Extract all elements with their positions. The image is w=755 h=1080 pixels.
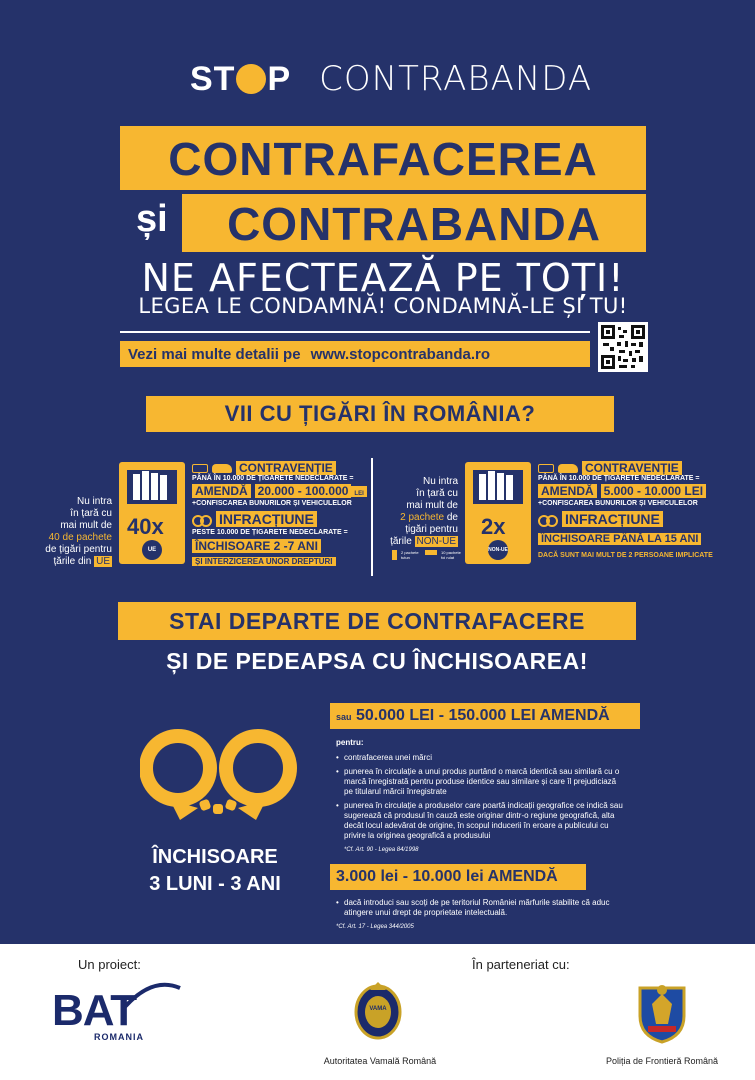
ue-note: Nu intra în țară cu mai mult de 40 de pachete de țigări pentru țările din UE <box>45 496 112 567</box>
handcuffs-icon <box>140 720 300 830</box>
divider-line <box>120 331 590 333</box>
nonue-infractiune: INFRACȚIUNE <box>562 511 663 527</box>
penalty-list-1: pentru: • contrafacerea unei mărci • punerea în circulație a unui produs purtând o marcă identică sau similară cu o marcă înregistrată pentru produse identice sau similare și care îl prejudiciază pe titularul mărcii înregistrate • punerea în circulație a produselor care poartă indicații geografice ce indică sau sugerează că produsul în cauză este originar dintr-o regiune geografică, alta decât locul adevărat de origine, în scopul inducerii în eroare a publicului cu privire la originea geografică a produsului *Cf. Art. 90 - Legea 84/1998 <box>336 738 626 855</box>
ue-pana: PÂNĂ ÎN 10.000 DE ȚIGARETE NEDECLARATE = <box>192 475 354 482</box>
title-contrafacerea: CONTRAFACEREA <box>120 126 646 190</box>
nonue-mini-foi: 10 pachete foi rulat <box>441 550 461 560</box>
nonue-amenda-label: AMENDĂ <box>538 484 597 498</box>
car-icon <box>212 464 232 473</box>
nonue-confiscare: +CONFISCAREA BUNURILOR ȘI VEHICULELOR <box>538 500 698 507</box>
ue-confiscare: +CONFISCAREA BUNURILOR ȘI VEHICULELOR <box>192 500 352 507</box>
politia-frontiera-emblem-icon <box>634 980 690 1044</box>
ue-infractiune: INFRACȚIUNE <box>216 511 317 527</box>
stai-subtitle: ȘI DE PEDEAPSA CU ÎNCHISOAREA! <box>166 648 588 674</box>
ue-peste: PESTE 10.000 DE ȚIGARETE NEDECLARATE = <box>192 529 348 536</box>
ue-amenda-value: 20.000 - 100.000 <box>255 484 352 498</box>
ticket-icon <box>192 464 208 473</box>
title-afecteaza: NE AFECTEAZĂ PE TOȚI! <box>141 256 625 300</box>
footer <box>0 944 755 1080</box>
question-banner: VII CU ȚIGĂRI ÎN ROMÂNIA? <box>146 396 614 432</box>
eu-badge-icon: UE <box>142 540 162 560</box>
footer-parteneriat: În parteneriat cu: <box>472 957 570 972</box>
vama-emblem-icon: VAMA <box>352 980 404 1040</box>
handcuff-small-icon <box>538 514 558 525</box>
amenda-3000: 3.000 lei - 10.000 lei AMENDĂ <box>330 864 586 890</box>
website-bar <box>120 341 590 367</box>
ue-interzicere: ȘI INTERZICEREA UNOR DREPTURI <box>192 557 336 566</box>
nonue-contraventie: CONTRAVENȚIE <box>582 461 682 475</box>
logo-contrabanda: CONTRABANDA <box>319 59 593 99</box>
title-si: și <box>136 198 168 240</box>
website-url-link[interactable]: www.stopcontrabanda.ro <box>310 345 491 363</box>
inchisoare-text: ÎNCHISOARE 3 LUNI - 3 ANI <box>149 846 281 895</box>
nonue-note: Nu intra în țară cu mai mult de 2 pachete de țigări pentru țările NON-UE <box>390 476 458 547</box>
vama-label: Autoritatea Vamală Română <box>323 1056 437 1066</box>
ue-amenda-label: AMENDĂ <box>192 484 251 498</box>
amenda-50000: sau 50.000 LEI - 150.000 LEI AMENDĂ <box>330 703 640 729</box>
stop-contrabanda-logo <box>190 52 593 106</box>
nonue-pana: PÂNĂ ÎN 10.000 DE ȚIGARETE NEDECLARATE = <box>538 475 700 482</box>
ticket-icon <box>538 464 554 473</box>
footer-proiect: Un proiect: <box>78 957 141 972</box>
penalty-item: • contrafacerea unei mărci <box>336 753 626 763</box>
cigarette-pack-icon-nonue <box>465 462 531 564</box>
ue-inchisoare: ÎNCHISOARE 2 -7 ANI <box>192 539 321 553</box>
nonue-mini-tutun: 2 pachete tutun <box>401 550 419 560</box>
politia-label: Poliția de Frontieră Română <box>605 1056 719 1066</box>
ue-multiplier: 40x <box>127 514 164 539</box>
citation-1: *Cf. Art. 90 - Legea 84/1998 <box>344 847 419 853</box>
stai-banner: STAI DEPARTE DE CONTRAFACERE <box>118 602 636 640</box>
handcuff-small-icon <box>192 514 212 525</box>
nonue-amenda-value: 5.000 - 10.000 LEI <box>601 484 706 498</box>
ue-amenda-unit: LEI <box>351 486 366 497</box>
ue-contraventie: CONTRAVENȚIE <box>236 461 336 475</box>
nonue-persoane: DACĂ SUNT MAI MULT DE 2 PERSOANE IMPLICATE <box>538 552 713 559</box>
qr-code-icon[interactable] <box>598 322 648 372</box>
penalty-list-2 <box>336 898 626 932</box>
citation-2: *Cf. Art. 17 - Legea 344/2005 <box>336 924 414 930</box>
penalty-item: • punerea în circulație a unui produs purtând o marcă identică sau similară cu o marcă înregistrată pentru produse identice sau similare și care îl prejudiciază pe titularul mărcii înregistrate <box>336 767 626 797</box>
bat-logo: BAT ROMANIA <box>52 986 182 1046</box>
nonue-multiplier: 2x <box>481 514 506 539</box>
website-label: Vezi mai multe detalii pe <box>128 345 301 363</box>
cigarette-pack-icon <box>119 462 185 564</box>
logo-o-circle <box>236 64 266 94</box>
title-contrabanda: CONTRABANDA <box>182 194 646 252</box>
penalty-item: • dacă introduci sau scoți de pe teritoriul României mărfurile stabilite că aduc atingere unui drept de proprietate intelectuală. <box>336 898 626 918</box>
car-icon <box>558 464 578 473</box>
penalty-item: • punerea în circulație a produselor care poartă indicații geografice ce indică sau sugerează că produsul în cauză este originar dintr-o regiune geografică, alta decât locul adevărat de origine, în scopul inducerii în eroare a publicului cu privire la originea geografică a produsului <box>336 801 626 841</box>
nonue-inchisoare: ÎNCHISOARE PÂNĂ LA 15 ANI <box>538 533 701 545</box>
title-legea: LEGEA LE CONDAMNĂ! CONDAMNĂ-LE ȘI TU! <box>138 294 628 318</box>
logo-stop: ST P <box>190 59 292 98</box>
nonue-badge-icon: NON-UE <box>488 540 508 560</box>
panel-divider <box>371 458 373 576</box>
